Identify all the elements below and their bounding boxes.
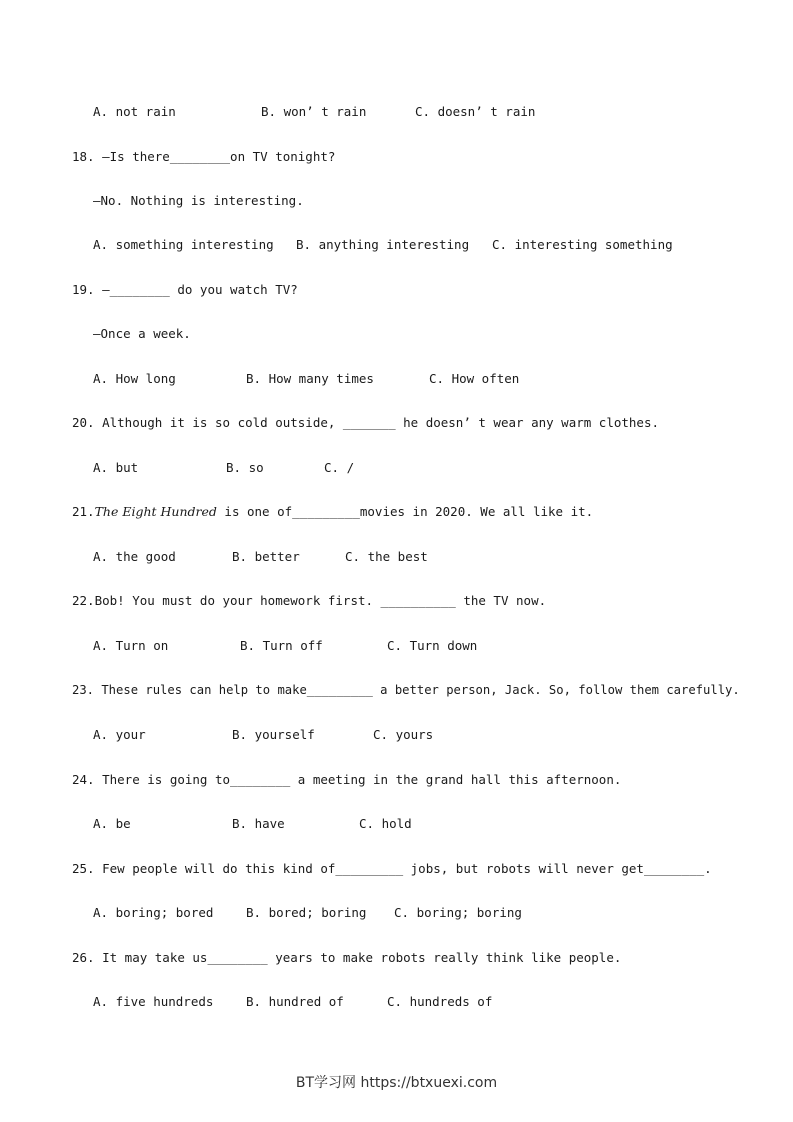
- q26-stem: 26. It may take us________ years to make robots really think like people.: [72, 950, 622, 965]
- q24-option-b: B. have: [232, 816, 285, 831]
- q25-option-b: B. bored; boring: [246, 905, 367, 920]
- q24-option-c: C. hold: [359, 816, 412, 831]
- q23-option-a: A. your: [93, 727, 146, 742]
- q21-number: 21.: [72, 504, 95, 519]
- q21-option-b: B. better: [232, 549, 300, 564]
- q17-option-b: B. won’ t rain: [261, 104, 367, 119]
- q26-option-c: C. hundreds of: [387, 994, 493, 1009]
- q18-option-c: C. interesting something: [492, 237, 673, 252]
- q17-option-a: A. not rain: [93, 104, 176, 119]
- q18-option-b: B. anything interesting: [296, 237, 470, 252]
- q24-stem: 24. There is going to________ a meeting in the grand hall this afternoon.: [72, 772, 622, 787]
- q21-option-c: C. the best: [345, 549, 428, 564]
- q25-option-c: C. boring; boring: [394, 905, 522, 920]
- q19-option-b: B. How many times: [246, 371, 374, 386]
- q17-option-c: C. doesn’ t rain: [415, 104, 536, 119]
- q21-stem-rest: is one of_________movies in 2020. We all like it.: [216, 504, 594, 519]
- q26-option-a: A. five hundreds: [93, 994, 214, 1009]
- q24-option-a: A. be: [93, 816, 131, 831]
- q21-stem: [72, 504, 593, 520]
- q26-option-b: B. hundred of: [246, 994, 344, 1009]
- q25-option-a: A. boring; bored: [93, 905, 214, 920]
- q19-stem: 19. —________ do you watch TV?: [72, 282, 298, 297]
- q19-option-c: C. How often: [429, 371, 520, 386]
- q23-stem: 23. These rules can help to make_________ a better person, Jack. So, follow them carefully.: [72, 683, 740, 697]
- q23-option-c: C. yours: [373, 727, 434, 742]
- q25-stem: 25. Few people will do this kind of_________ jobs, but robots will never get________.: [72, 861, 712, 876]
- q22-option-c: C. Turn down: [387, 638, 478, 653]
- q18-stem: 18. —Is there________on TV tonight?: [72, 149, 336, 164]
- q20-option-c: C. /: [324, 460, 355, 475]
- q22-stem: 22.Bob! You must do your homework first. __________ the TV now.: [72, 593, 547, 608]
- q18-answer: —No. Nothing is interesting.: [93, 193, 304, 208]
- q22-option-a: A. Turn on: [93, 638, 169, 653]
- q19-answer: —Once a week.: [93, 326, 191, 341]
- q20-option-a: A. but: [93, 460, 139, 475]
- q23-option-b: B. yourself: [232, 727, 315, 742]
- q21-option-a: A. the good: [93, 549, 176, 564]
- q18-option-a: A. something interesting: [93, 237, 274, 252]
- q21-movie-title: The Eight Hundred: [94, 504, 217, 519]
- q20-stem: 20. Although it is so cold outside, _______ he doesn’ t wear any warm clothes.: [72, 415, 659, 430]
- footer-watermark: BT学习网 https://btxuexi.com: [295, 1075, 498, 1091]
- q19-option-a: A. How long: [93, 371, 176, 386]
- q22-option-b: B. Turn off: [240, 638, 323, 653]
- q20-option-b: B. so: [226, 460, 264, 475]
